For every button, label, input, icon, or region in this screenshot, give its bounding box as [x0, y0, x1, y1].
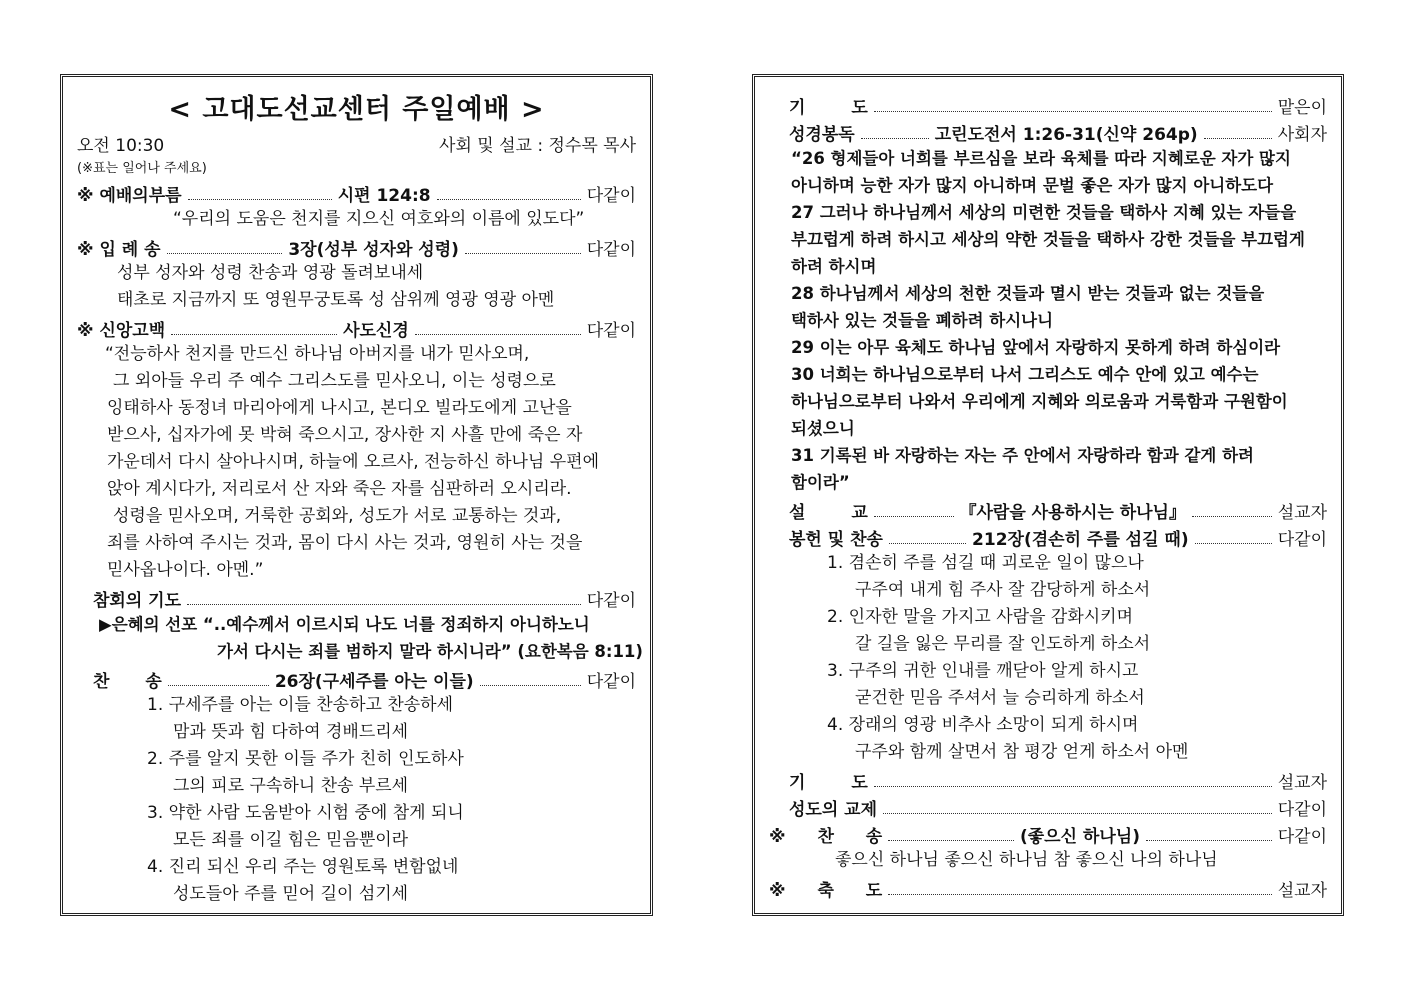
order-right: 사회자	[1277, 125, 1327, 145]
benediction-row	[769, 874, 1327, 901]
hymn-verse-line	[769, 604, 1327, 631]
order-center: 3장(성부 성자와 성령)	[288, 240, 459, 260]
hymn-verse-line	[77, 692, 636, 719]
dot-leader	[889, 543, 966, 544]
order-center: 26장(구세주를 아는 이들)	[274, 672, 474, 692]
hymn-verse-line	[77, 854, 636, 881]
order-right: 맡은이	[1277, 98, 1327, 118]
order-right: 다같이	[586, 591, 636, 611]
order-center: 시편 124:8	[337, 186, 431, 206]
order-label: 기 도	[789, 98, 868, 118]
creed-line: 죄를 사하여 주시는 것과, 몸이 다시 사는 것과, 영원히 사는 것을	[107, 533, 583, 553]
scripture-line: 아니하며 능한 자가 많지 아니하며 문벌 좋은 자가 많지 아니하도다	[791, 176, 1274, 195]
order-label: 봉헌 및 찬송	[789, 530, 883, 550]
dot-leader	[465, 253, 581, 254]
order-right: 다같이	[1277, 800, 1327, 820]
scripture-line: 하나님으로부터 나와서 우리에게 지혜와 의로움과 거룩함과 구원함이	[791, 392, 1288, 411]
scripture-line: 30 너희는 하나님으로부터 나서 그리스도 예수 안에 있고 예수는	[791, 365, 1259, 384]
hymn-verse-line: 구주와 함께 살면서 참 평강 얻게 하소서 아멘	[855, 742, 1189, 762]
hymn-verse-line	[77, 746, 636, 773]
dot-leader	[874, 786, 1272, 787]
order-label: ※ 찬 송	[769, 827, 883, 847]
order-right: 설교자	[1277, 503, 1327, 523]
dot-leader	[1204, 138, 1272, 139]
verse-text: 약한 사람 도움받아 시험 중에 참게 되니	[168, 803, 464, 823]
left-bulletin-panel	[60, 74, 653, 916]
creed-row	[77, 314, 636, 341]
prayer-row	[769, 766, 1327, 793]
presider: 사회 및 설교 : 정수목 목사	[439, 136, 636, 156]
dot-leader	[171, 334, 337, 335]
dot-leader	[888, 840, 1014, 841]
verse-text: 구세주를 아는 이들 찬송하고 찬송하세	[168, 695, 454, 715]
creed-line: “전능하사 천지를 만드신 하나님 아버지를 내가 믿사오며,	[105, 344, 530, 364]
scripture-line: 함이라”	[791, 473, 850, 492]
hymn-verse-line: 모든 죄를 이길 힘은 믿음뿐이라	[173, 830, 409, 850]
hymn-verse-line	[769, 550, 1327, 577]
verse-number: 3.	[827, 661, 844, 681]
creed-line: 믿사옵나이다. 아멘.”	[107, 560, 264, 580]
order-label: 성경봉독	[789, 125, 855, 145]
dot-leader	[861, 138, 929, 139]
scripture-line: 28 하나님께서 세상의 천한 것들과 멸시 받는 것들과 없는 것들을	[791, 284, 1265, 303]
order-right: 다같이	[1277, 827, 1327, 847]
creed-line: 앉아 계시다가, 저리로서 산 자와 죽은 자를 심판하러 오시리라.	[107, 479, 572, 499]
call-to-worship-row	[77, 179, 636, 206]
creed-line: 가운데서 다시 살아나시며, 하늘에 오르사, 전능하신 하나님 우편에	[107, 452, 600, 472]
verse-number: 2.	[147, 749, 164, 769]
order-label: 참회의 기도	[93, 591, 182, 611]
order-right: 다같이	[586, 186, 637, 206]
service-info	[77, 133, 636, 159]
order-label: ※ 신앙고백	[77, 321, 166, 341]
right-bulletin-panel	[752, 74, 1344, 916]
dot-leader	[888, 894, 1272, 895]
dot-leader	[874, 111, 1272, 112]
repentance-row	[77, 584, 636, 611]
order-right: 다같이	[586, 321, 636, 341]
verse-text: 주를 알지 못한 이들 주가 친히 인도하사	[168, 749, 464, 769]
scripture-line: 31 기록된 바 자랑하는 자는 주 안에서 자랑하라 함과 같게 하려	[791, 446, 1254, 465]
creed-line: 그 외아들 우리 주 예수 그리스도를 믿사오니, 이는 성령으로	[113, 371, 556, 391]
dot-leader	[188, 199, 332, 200]
creed-line: 잉태하사 동정녀 마리아에게 나시고, 본디오 빌라도에게 고난을	[107, 398, 572, 418]
dot-leader	[437, 199, 581, 200]
order-right: 설교자	[1277, 881, 1327, 901]
hymn-verse-line	[769, 712, 1327, 739]
grace-declaration-line: 가서 다시는 죄를 범하지 말라 하시니라” (요한복음 8:11)	[217, 642, 643, 661]
order-center: 사도신경	[343, 321, 409, 341]
order-right: 다같이	[1277, 530, 1327, 550]
verse-text: 인자한 말을 가지고 사람을 감화시키며	[848, 607, 1134, 627]
dot-leader	[1192, 516, 1272, 517]
opening-hymn-line: 성부 성자와 성령 찬송과 영광 돌려보내세	[117, 263, 424, 283]
dot-leader	[415, 334, 581, 335]
hymn-verse-line: 그의 피로 구속하니 찬송 부르세	[173, 776, 409, 796]
fellowship-row	[769, 793, 1327, 820]
hymn-row	[77, 665, 636, 692]
order-label: 찬 송	[93, 672, 162, 692]
order-center: 212장(겸손히 주를 섬길 때)	[972, 530, 1189, 550]
order-label: 성도의 교제	[789, 800, 878, 820]
verse-number: 3.	[147, 803, 164, 823]
verse-text: 겸손히 주를 섬길 때 괴로운 일이 많으나	[848, 553, 1144, 573]
opening-hymn-row	[77, 233, 636, 260]
grace-declaration-line: ▶은혜의 선포 “..예수께서 이르시되 나도 너를 정죄하지 아니하노니	[99, 615, 590, 634]
scripture-reading-row	[769, 118, 1327, 145]
verse-text: 진리 되신 우리 주는 영원토록 변함없네	[168, 857, 459, 877]
opening-hymn-line: 태초로 지금까지 또 영원무궁토록 성 삼위께 영광 영광 아멘	[117, 290, 555, 310]
standing-note: (※표는 일어나 주세요)	[77, 161, 207, 176]
prayer-row	[769, 91, 1327, 118]
verse-number: 1.	[147, 695, 164, 715]
order-right: 설교자	[1277, 773, 1327, 793]
verse-text: 장래의 영광 비추사 소망이 되게 하시며	[848, 715, 1139, 735]
hymn-verse-line: 굳건한 믿음 주셔서 늘 승리하게 하소서	[855, 688, 1145, 708]
order-center: (좋으신 하나님)	[1019, 827, 1140, 847]
order-label: ※ 예배의부름	[77, 186, 182, 206]
dot-leader	[883, 813, 1272, 814]
hymn-verse-line: 갈 길을 잃은 무리를 잘 인도하게 하소서	[855, 634, 1151, 654]
sermon-title: 『사람을 사용하시는 하나님』	[959, 503, 1186, 523]
dot-leader	[167, 253, 283, 254]
dot-leader	[480, 685, 581, 686]
dot-leader	[1195, 543, 1272, 544]
hymn-verse-line	[77, 800, 636, 827]
scripture-line: 부끄럽게 하려 하시고 세상의 약한 것들을 택하사 강한 것들을 부끄럽게	[791, 230, 1305, 249]
order-right: 다같이	[586, 240, 636, 260]
scripture-line: 29 이는 아무 육체도 하나님 앞에서 자랑하지 못하게 하려 하심이라	[791, 338, 1281, 357]
bulletin-title: < 고대도선교센터 주일예배 >	[168, 94, 545, 125]
dot-leader	[187, 604, 581, 605]
verse-number: 1.	[827, 553, 844, 573]
service-time: 오전 10:30	[77, 136, 165, 156]
order-label: 설 교	[789, 503, 868, 523]
scripture-line: 하려 하시며	[791, 257, 877, 276]
creed-line: 받으사, 십자가에 못 박혀 죽으시고, 장사한 지 사흘 만에 죽은 자	[107, 425, 583, 445]
order-label: 기 도	[789, 773, 868, 793]
verse-number: 4.	[147, 857, 164, 877]
dot-leader	[874, 516, 954, 517]
verse-number: 4.	[827, 715, 844, 735]
offering-row	[769, 523, 1327, 550]
hymn-verse-line: 맘과 뜻과 힘 다하여 경배드리세	[173, 722, 409, 742]
order-label: ※ 축 도	[769, 881, 883, 901]
scripture-line: 27 그러나 하나님께서 세상의 미련한 것들을 택하사 지혜 있는 자들을	[791, 203, 1297, 222]
order-right: 다같이	[586, 672, 637, 692]
verse-number: 2.	[827, 607, 844, 627]
order-center: 고린도전서 1:26-31(신약 264p)	[934, 125, 1198, 145]
verse-text: 구주의 귀한 인내를 깨닫아 알게 하시고	[848, 661, 1139, 681]
call-to-worship-text: “우리의 도움은 천지를 지으신 여호와의 이름에 있도다”	[173, 209, 585, 229]
sermon-row	[769, 496, 1327, 523]
scripture-line: 되셨으니	[791, 419, 855, 438]
dot-leader	[1146, 840, 1272, 841]
scripture-line: “26 형제들아 너희를 부르심을 보라 육체를 따라 지혜로운 자가 많지	[791, 149, 1291, 168]
hymn-verse-line	[769, 658, 1327, 685]
creed-line: 성령을 믿사오며, 거룩한 공회와, 성도가 서로 교통하는 것과,	[113, 506, 562, 526]
scripture-line: 택하사 있는 것들을 폐하려 하시나니	[791, 311, 1054, 330]
closing-hymn-row	[769, 820, 1327, 847]
dot-leader	[168, 685, 269, 686]
hymn-verse-line: 구주여 내게 힘 주사 잘 감당하게 하소서	[855, 580, 1151, 600]
order-label: ※ 입 례 송	[77, 240, 161, 260]
closing-hymn-text: 좋으신 하나님 좋으신 하나님 참 좋으신 나의 하나님	[835, 850, 1218, 870]
hymn-verse-line: 성도들아 주를 믿어 길이 섬기세	[173, 884, 409, 904]
